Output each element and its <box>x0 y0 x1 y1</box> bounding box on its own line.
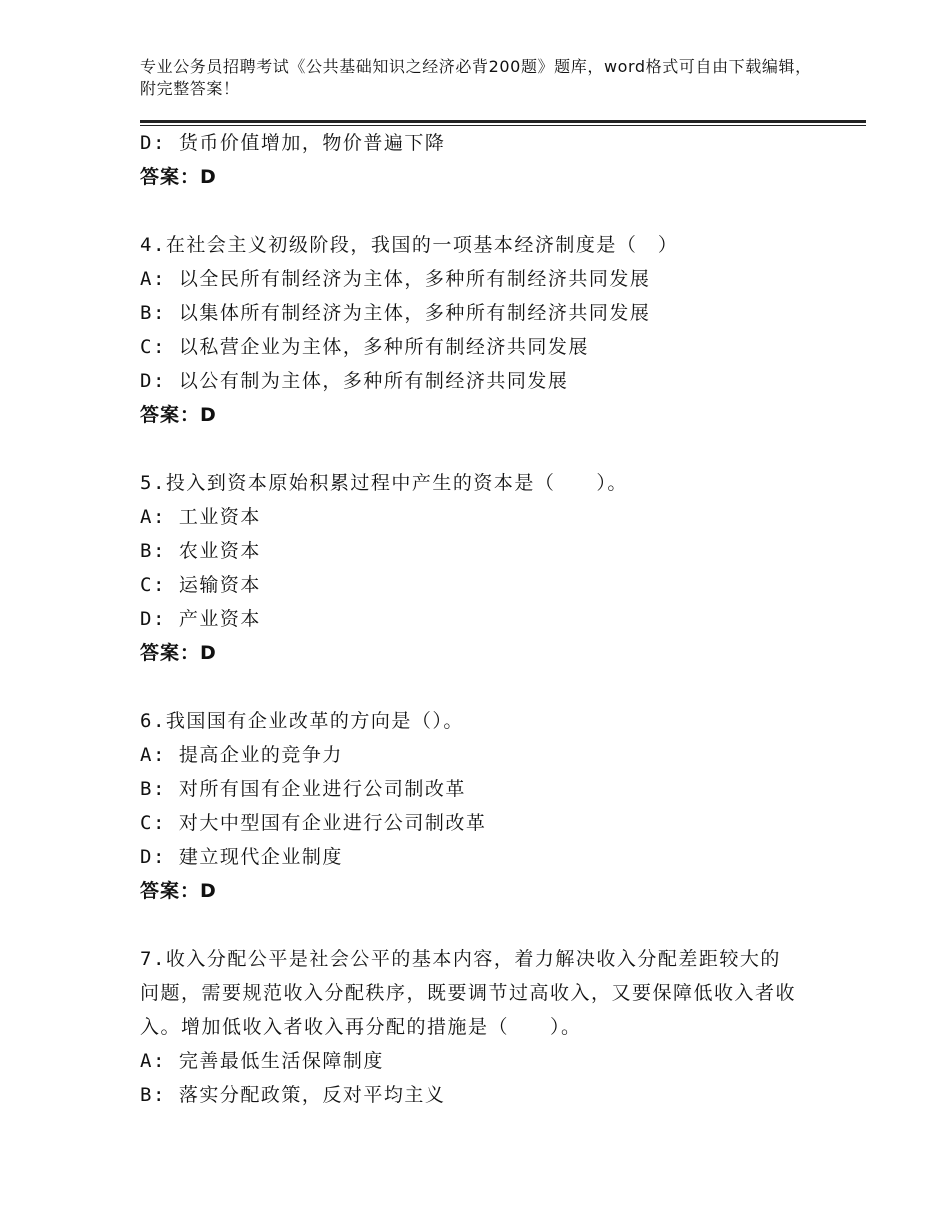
question-block-4 <box>140 228 820 432</box>
question-block-5 <box>140 466 820 670</box>
answer-line: 答案：D <box>140 166 217 188</box>
question-stem: 4.在社会主义初级阶段，我国的一项基本经济制度是（ ） <box>140 234 679 256</box>
spacer <box>140 432 820 466</box>
option-d: D: 产业资本 <box>140 608 261 630</box>
answer-line: 答案：D <box>140 642 217 664</box>
spacer <box>140 908 820 942</box>
question-stem: 7.收入分配公平是社会公平的基本内容，着力解决收入分配差距较大的问题，需要规范收入分配秩序，既要调节过高收入，又要保障低收入者收入。增加低收入者收入再分配的措施是（ ）。 <box>140 948 797 1038</box>
question-stem: 5.投入到资本原始积累过程中产生的资本是（ ）。 <box>140 472 628 494</box>
question-block-6 <box>140 704 820 908</box>
option-b: B: 农业资本 <box>140 540 261 562</box>
option-d: D: 货币价值增加，物价普遍下降 <box>140 132 446 154</box>
spacer <box>140 194 820 228</box>
header-divider-thick <box>140 120 866 123</box>
option-a: A: 工业资本 <box>140 506 261 528</box>
option-d: D: 建立现代企业制度 <box>140 846 343 868</box>
option-b: B: 落实分配政策，反对平均主义 <box>140 1084 446 1106</box>
question-block-3-partial <box>140 126 820 194</box>
option-a: A: 完善最低生活保障制度 <box>140 1050 384 1072</box>
option-a: A: 以全民所有制经济为主体，多种所有制经济共同发展 <box>140 268 651 290</box>
question-stem: 6.我国国有企业改革的方向是（）。 <box>140 710 464 732</box>
option-c: C: 对大中型国有企业进行公司制改革 <box>140 812 487 834</box>
question-list <box>140 126 820 1112</box>
option-c: C: 运输资本 <box>140 574 261 596</box>
option-b: B: 对所有国有企业进行公司制改革 <box>140 778 466 800</box>
option-b: B: 以集体所有制经济为主体，多种所有制经济共同发展 <box>140 302 651 324</box>
answer-line: 答案：D <box>140 880 217 902</box>
option-c: C: 以私营企业为主体，多种所有制经济共同发展 <box>140 336 589 358</box>
option-d: D: 以公有制为主体，多种所有制经济共同发展 <box>140 370 569 392</box>
answer-line: 答案：D <box>140 404 217 426</box>
spacer <box>140 670 820 704</box>
question-block-7 <box>140 942 820 1112</box>
document-header <box>140 56 820 100</box>
option-a: A: 提高企业的竞争力 <box>140 744 343 766</box>
header-text: 专业公务员招聘考试《公共基础知识之经济必背200题》题库，word格式可自由下载编辑，附完整答案！ <box>140 57 812 98</box>
